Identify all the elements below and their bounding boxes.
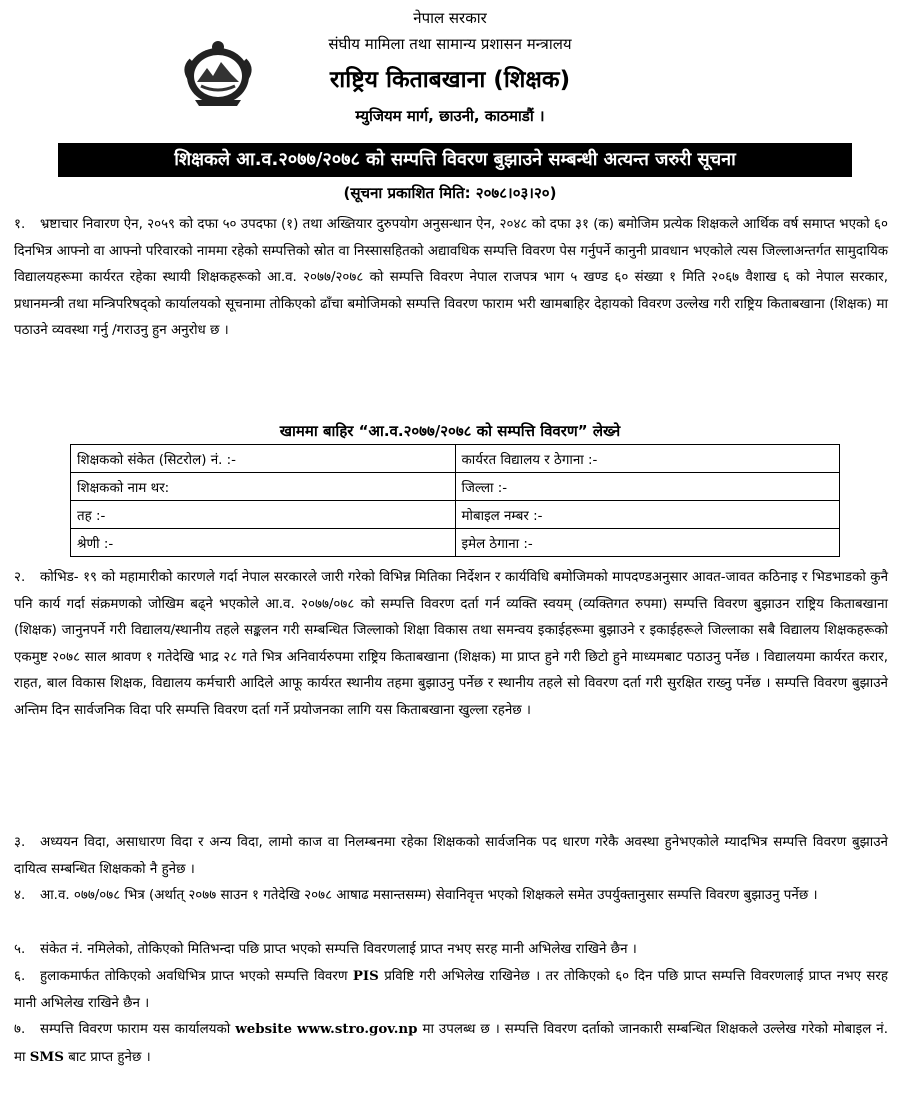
paragraph-text: भ्रष्टाचार निवारण ऐन, २०५९ को दफा ५० उपदफा (१) तथा अख्तियार दुरुपयोग अनुसन्धान ऐन, २०४८ को दफा ३१ (क) बमोजिम प्रत्येक शिक्षकले आर्थिक वर्ष समाप्त भएको ६० दिनभित्र आफ्नो वा आफ्नो परिवारको नाममा रहेको सम्पत्तिको स्रोत वा निस्सासहितको अद्यावधिक सम्पत्ति विवरण पेस गर्नुपर्ने कानुनी प्रावधान भएकोले त्यस जिल्लाअन्तर्गत सामुदायिक विद्यालयहरूमा कार्यरत रहेका स्थायी शिक्षकहरूको आ.व. २०७७/२०७८ को सम्पत्ति विवरण नेपाल राजपत्र भाग ५ खण्ड ६० संख्या १ मिति २०६७ वैशाख ६ को नेपाल सरकार, प्रधानमन्त्री तथा मन्त्रिपरिषद्को कार्यालयको सूचनामा तोकिएको ढाँचा बमोजिमको सम्पत्ति विवरण फाराम भरी खामबाहिर देहायको विवरण उल्लेख गरी राष्ट्रिय किताबखाना (शिक्षक) मा पठाउने व्यवस्था गर्नु /गराउनु हुन अनुरोध छ । — [14, 217, 888, 339]
envelope-caption: खाममा बाहिर “आ.व.२०७७/२०७८ को सम्पत्ति विवरण” लेख्ने — [279, 422, 621, 440]
paragraph-number: २. — [14, 570, 26, 585]
paragraph-7 — [14, 1016, 888, 1071]
notice-title: शिक्षकले आ.व.२०७७/२०७८ को सम्पत्ति विवरण बुझाउने सम्बन्धी अत्यन्त जरुरी सूचना — [58, 143, 852, 177]
table-row — [71, 445, 840, 473]
office-name: राष्ट्रिय किताबखाना (शिक्षक) — [329, 67, 571, 93]
paragraph-text: बाट प्राप्त हुनेछ । — [68, 1049, 151, 1065]
paragraph-text: आ.व. ०७७/०७८ भित्र (अर्थात् २०७७ साउन १ गतेदेखि २०७८ आषाढ मसान्तसम्म) सेवानिवृत्त भएको शिक्षकले समेत उपर्युक्तानुसार सम्पत्ति विवरण बुझाउनु पर्नेछ । — [40, 888, 818, 903]
paragraph-number: ५. — [14, 942, 26, 957]
paragraph-3 — [14, 830, 888, 883]
paragraph-text: कोभिड- १९ को महामारीको कारणले गर्दा नेपाल सरकारले जारी गरेको विभिन्न मितिका निर्देशन र कार्यविधि बमोजिमको मापदण्डअनुसार आवत-जावत कठिनाइ र भिडभाडको कुनै पनि कार्य गर्दा संक्रमणको जोखिम बढ्ने भएकोले आ.व. २०७७/०७८ को सम्पत्ति विवरण दर्ता गर्न व्यक्ति स्वयम् (व्यक्तिगत रुपमा) सम्पत्ति विवरण बुझाउन राष्ट्रिय किताबखाना (शिक्षक) जानुनपर्ने गरी विद्यालय/स्थानीय तहले सङ्कलन गरी सम्बन्धित जिल्लाको शिक्षा विकास तथा समन्वय इकाईहरूमा बुझाउने र इकाईहरूले जिल्लाका सबै विद्यालय शिक्षकहरूको एकमुष्ट २०७८ साल श्रावण १ गतेदेखि भाद्र २८ गते भित्र अनिवार्यरुपमा राष्ट्रिय किताबखाना (शिक्षक) मा प्राप्त हुने गरी छिटो हुने माध्यमबाट पठाउनु पर्नेछ । विद्यालयमा कार्यरत करार, राहत, बाल विकास शिक्षक, विद्यालय कर्मचारी आदिले आफू कार्यरत स्थानीय तहमा बुझाउनु पर्नेछ र स्थानीय तहले सो विवरण दर्ता गरी सुरक्षित राख्नु पर्नेछ । सम्पत्ति विवरण बुझाउने अन्तिम दिन सार्वजनिक विदा परि सम्पत्ति विवरण दर्ता गर्ने प्रयोजनका लागि यस किताबखाना खुल्ला रहनेछ । — [14, 570, 888, 718]
table-row — [71, 501, 840, 529]
paragraph-text: प्रविष्टि गरी अभिलेख राखिनेछ । तर तोकिएको ६० दिन पछि प्राप्त सम्पत्ति विवरणलाई प्राप्त नभए सरह मानी अभिलेख राखिने छैन । — [14, 969, 888, 1011]
table-row — [71, 473, 840, 501]
paragraph-text: संकेत नं. नमिलेको, तोकिएको मितिभन्दा पछि प्राप्त भएको सम्पत्ति विवरणलाई प्राप्त नभए सरह मानी अभिलेख राखिने छैन । — [40, 942, 637, 957]
paragraph-number: ७. — [14, 1022, 26, 1037]
paragraph-text: हुलाकमार्फत तोकिएको अवधिभित्र प्राप्त भएको सम्पत्ति विवरण — [40, 969, 348, 984]
paragraph-text: सम्पत्ति विवरण फाराम यस कार्यालयको — [40, 1022, 231, 1037]
paragraph-5 — [14, 937, 888, 964]
table-cell: मोबाइल नम्बर :- — [455, 501, 840, 529]
paragraph-text: अध्ययन विदा, असाधारण विदा र अन्य विदा, लामो काज वा निलम्बनमा रहेका शिक्षकको सार्वजनिक पद धारण गरेकै अवस्था हुनेभएकोले म्यादभित्र सम्पत्ति विवरण बुझाउने दायित्व सम्बन्धित शिक्षकको नै हुनेछ । — [14, 835, 888, 877]
envelope-details-table — [70, 444, 840, 557]
paragraph-number: ३. — [14, 835, 26, 850]
paragraph-number: ६. — [14, 969, 26, 984]
paragraph-number: ४. — [14, 888, 26, 903]
website-link[interactable]: www.stro.gov.np — [296, 1021, 418, 1037]
table-row — [71, 529, 840, 557]
website-word: website — [235, 1021, 292, 1037]
office-address: म्युजियम मार्ग, छाउनी, काठमाडौं । — [355, 107, 545, 125]
government-name: नेपाल सरकार — [413, 9, 487, 27]
table-cell: इमेल ठेगाना :- — [455, 529, 840, 557]
table-cell: शिक्षकको नाम थर: — [71, 473, 456, 501]
paragraph-2 — [14, 565, 888, 725]
sms-term: SMS — [29, 1048, 64, 1065]
ministry-name: संघीय मामिला तथा सामान्य प्रशासन मन्त्रालय — [328, 35, 572, 53]
table-cell: कार्यरत विद्यालय र ठेगाना :- — [455, 445, 840, 473]
table-cell: जिल्ला :- — [455, 473, 840, 501]
paragraph-number: १. — [14, 217, 26, 232]
publish-date: (सूचना प्रकाशित मिति: २०७८।०३।२०) — [343, 184, 557, 202]
table-cell: श्रेणी :- — [71, 529, 456, 557]
paragraph-6 — [14, 963, 888, 1017]
pis-term: PIS — [352, 968, 379, 984]
paragraph-text: मा उपलब्ध छ । सम्पत्ति विवरण दर्ताको जानकारी सम्बन्धित शिक्षकले उल्लेख गरेको मोबाइल नं. मा — [14, 1022, 888, 1065]
table-cell: तह :- — [71, 501, 456, 529]
paragraph-1 — [14, 212, 888, 345]
paragraph-4 — [14, 883, 888, 910]
table-cell: शिक्षकको संकेत (सिटरोल) नं. :- — [71, 445, 456, 473]
